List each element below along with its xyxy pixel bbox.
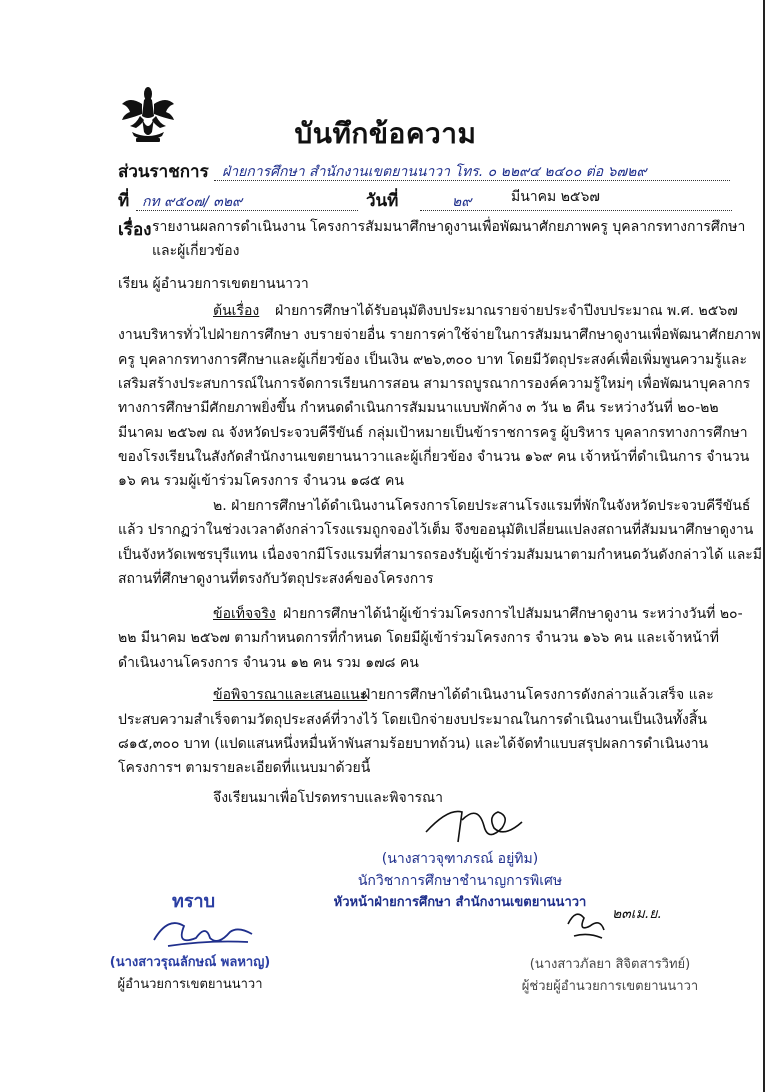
subject-line-2: และผู้เกี่ยวข้อง [152,243,240,259]
date-dotline [420,210,732,211]
document-title: บันทึกข้อความ [294,117,477,150]
facts-heading: ข้อเท็จจริง [213,606,276,622]
date-day: ๒๙ [452,194,472,210]
p3-line-1: ฝ่ายการศึกษาได้นำผู้เข้าร่วมโครงการไปสัมมนาศึกษาดูงาน ระหว่างวันที่ ๒๐- [283,606,743,622]
agency-value: ฝ่ายการศึกษา สำนักงานเขตยานนาวา โทร. ๐ ๒๒๙๔ ๒๔๐๐ ต่อ ๖๗๒๙ [222,164,647,180]
date-month-year: มีนาคม ๒๕๖๗ [511,189,600,205]
p1-line-2: งานบริหารทั่วไปฝ่ายการศึกษา งบรายจ่ายอื่น รายการค่าใช้จ่ายในการสัมมนาศึกษาดูงานเพื่อพัฒนาศักยภาพ [118,327,761,343]
p1-line-1: ฝ่ายการศึกษาได้รับอนุมัติงบประมาณรายจ่ายประจำปีงบประมาณ พ.ศ. ๒๕๖๗ [275,303,738,319]
p3-line-3: ดำเนินงานโครงการ จำนวน ๑๒ คน รวม ๑๗๘ คน [118,655,419,671]
ref-value: กท ๙๕๐๗/ ๓๒๙ [142,194,243,210]
closing-line: จึงเรียนมาเพื่อโปรดทราบและพิจารณา [213,790,443,806]
assistant-name: (นางสาวภัลยา สิจิตสารวิทย์) [529,957,691,972]
main-signatory-name: (นางสาวจุฑาภรณ์ อยู่ทิม) [381,851,539,867]
date-label: วันที่ [366,191,399,211]
main-signatory-position-1: นักวิชาการศึกษาชำนาญการพิเศษ [357,873,563,889]
page-edge-line [763,0,765,1092]
p2-line-3: เป็นจังหวัดเพชรบุรีแทน เนื่องจากมีโรงแรมที่สามารถรองรับผู้เข้าร่วมสัมมนาตามกำหนดวันดังกล่าวได้ และมี [118,547,763,563]
subject-line-1: รายงานผลการดำเนินงาน โครงการสัมมนาศึกษาดูงานเพื่อพัฒนาศักยภาพครู บุคลากรทางการศึกษา [152,219,746,235]
assistant-signature-icon [560,904,610,944]
assistant-position: ผู้ช่วยผู้อำนวยการเขตยานนาวา [521,979,699,994]
p4-line-3: ๘๑๕,๓๐๐ บาท (แปดแสนหนึ่งหมื่นห้าพันสามร้อยบาทถ้วน) และได้จัดทำแบบสรุปผลการดำเนินงาน [118,736,709,752]
proposal-heading: ข้อพิจารณาและเสนอแนะ [213,687,368,703]
acknowledge-label: ทราบ [172,891,216,912]
p3-line-2: ๒๒ มีนาคม ๒๕๖๗ ตามกำหนดการที่กำหนด โดยมีผู้เข้าร่วมโครงการ จำนวน ๑๖๖ คน และเจ้าหน้าที่ [118,630,719,646]
p4-line-1: ฝ่ายการศึกษาได้ดำเนินงานโครงการดังกล่าวแล้วเสร็จ และ [362,687,714,703]
salutation: เรียน ผู้อำนวยการเขตยานนาวา [118,276,309,292]
p2-line-2: แล้ว ปรากฏว่าในช่วงเวลาดังกล่าวโรงแรมถูกจองไว้เต็ม จึงขออนุมัติเปลี่ยนแปลงสถานที่สัมมนาศึกษาดูงาน [118,522,754,538]
p2-line-1: ๒. ฝ่ายการศึกษาได้ดำเนินงานโครงการโดยประสานโรงแรมที่พักในจังหวัดประจวบคีรีขันธ์ [213,498,751,514]
main-signature-icon [418,798,528,848]
p4-line-4: โครงการฯ ตามรายละเอียดที่แนบมาด้วยนี้ [118,760,371,776]
p1-line-6: มีนาคม ๒๕๖๗ ณ จังหวัดประจวบคีรีขันธ์ กลุ่มเป้าหมายเป็นข้าราชการครู ผู้บริหาร บุคลากรทางการศึกษา [118,425,748,441]
agency-label: ส่วนราชการ [118,162,209,182]
ref-label: ที่ [118,191,130,211]
subject-label: เรื่อง [118,220,152,240]
p1-line-4: เสริมสร้างประสบการณ์ในการจัดการเรียนการสอน สามารถบูรณาการองค์ความรู้ใหม่ๆ เพื่อพัฒนาบุคลากร [118,376,751,392]
assistant-handwritten-note: ๒๓เม.ย. [612,906,662,922]
director-name: (นางสาวรุณลักษณ์ พลหาญ) [109,955,271,970]
origin-heading: ต้นเรื่อง [213,303,260,319]
director-signature-icon [148,910,258,954]
p1-line-3: ครู บุคลากรทางการศึกษาและผู้เกี่ยวข้อง เป็นเงิน ๙๒๖,๓๐๐ บาท โดยมีวัตถุประสงค์เพื่อเพิ่มพูนความรู้และ [118,352,747,368]
main-signatory-position-2: หัวหน้าฝ่ายการศึกษา สำนักงานเขตยานนาวา [333,895,587,910]
p1-line-7: ของโรงเรียนในสังกัดสำนักงานเขตยานนาวาและผู้เกี่ยวข้อง จำนวน ๑๖๙ คน เจ้าหน้าที่ดำเนินการ จำนวน [118,449,750,465]
agency-dotline [214,180,730,181]
director-position: ผู้อำนวยการเขตยานนาวา [117,977,263,992]
p2-line-4: สถานที่ศึกษาดูงานที่ตรงกับวัตถุประสงค์ของโครงการ [118,571,434,587]
p4-line-2: ประสบความสำเร็จตามวัตถุประสงค์ที่วางไว้ โดยเบิกจ่ายงบประมาณในการดำเนินงานเป็นเงินทั้งสิ้น [118,712,707,728]
p1-line-5: ทางการศึกษามีศักยภาพยิ่งขึ้น กำหนดดำเนินการสัมมนาแบบพักค้าง ๓ วัน ๒ คืน ระหว่างวันที่ ๒๐-๒๒ [118,400,719,416]
p1-line-8: ๑๖ คน รวมผู้เข้าร่วมโครงการ จำนวน ๑๘๕ คน [118,473,404,489]
ref-dotline [136,210,358,211]
